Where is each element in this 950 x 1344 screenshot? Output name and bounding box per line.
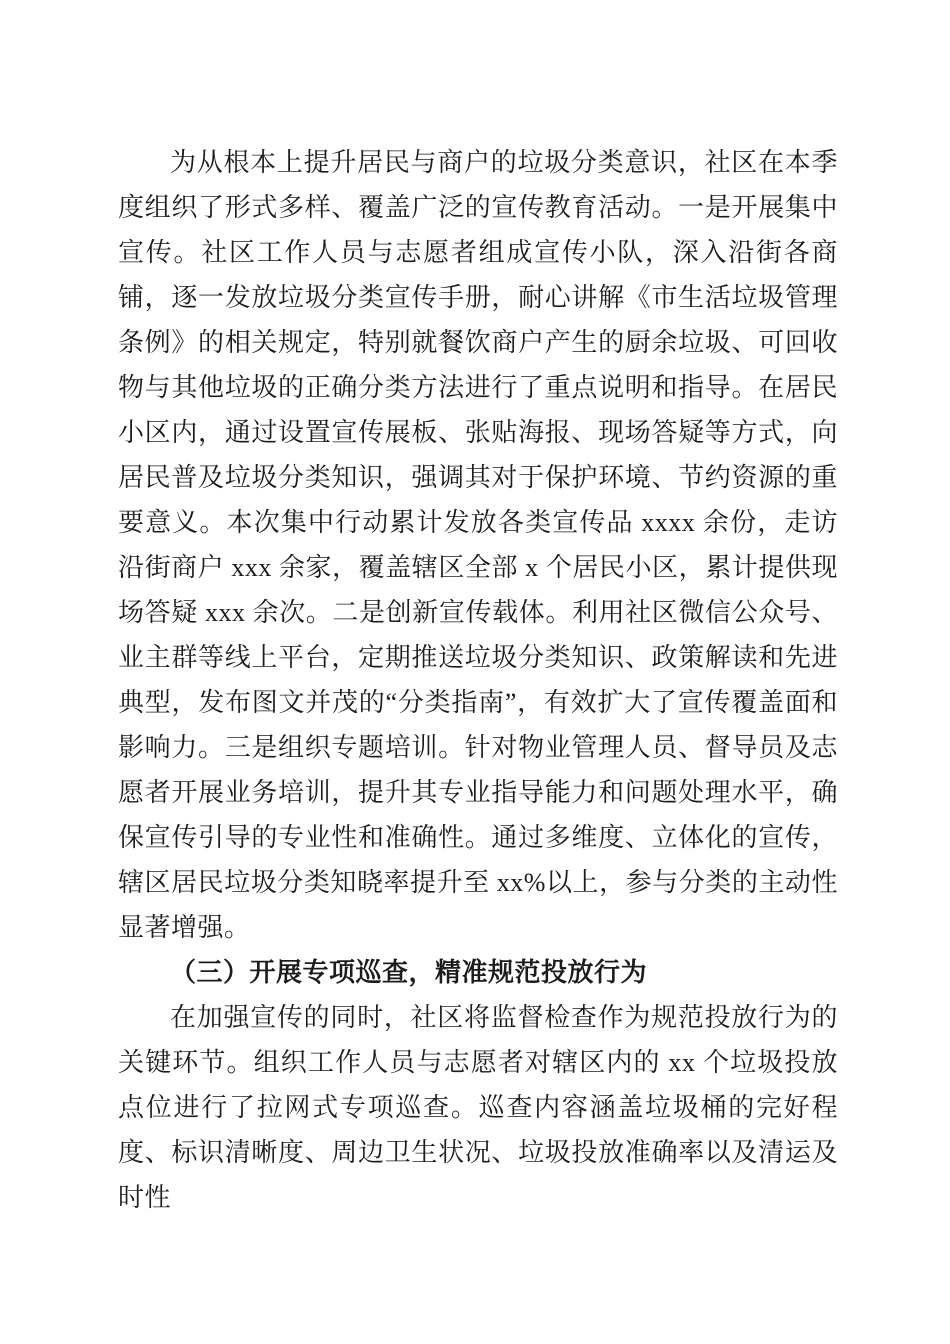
body-paragraph-inspection-work: 在加强宣传的同时，社区将监督检查作为规范投放行为的关键环节。组织工作人员与志愿者对辖区内的 xx 个垃圾投放点位进行了拉网式专项巡查。巡查内容涵盖垃圾桶的完好程度、标识清晰度、周边卫生状况、垃圾投放准确率以及清运及时性 xyxy=(118,1003,838,1212)
body-paragraph-publicity-campaign: 为从根本上提升居民与商户的垃圾分类意识，社区在本季度组织了形式多样、覆盖广泛的宣传教育活动。一是开展集中宣传。社区工作人员与志愿者组成宣传小队，深入沿街各商铺，逐一发放垃圾分类宣传手册，耐心讲解《市生活垃圾管理条例》的相关规定，特别就餐饮商户产生的厨余垃圾、可回收物与其他垃圾的正确分类方法进行了重点说明和指导。在居民小区内，通过设置宣传展板、张贴海报、现场答疑等方式，向居民普及垃圾分类知识，强调其对于保护环境、节约资源的重要意义。本次集中行动累计发放各类宣传品 xxxx 余份，走访沿街商户 xxx 余家，覆盖辖区全部 x 个居民小区，累计提供现场答疑 xxx 余次。二是创新宣传载体。利用社区微信公众号、业主群等线上平台，定期推送垃圾分类知识、政策解读和先进典型，发布图文并茂的“分类指南”，有效扩大了宣传覆盖面和影响力。三是组织专题培训。针对物业管理人员、督导员及志愿者开展业务培训，提升其专业指导能力和问题处理水平，确保宣传引导的专业性和准确性。通过多维度、立体化的宣传，辖区居民垃圾分类知晓率提升至 xx%以上，参与分类的主动性显著增强。 xyxy=(118,148,838,942)
section-heading-special-inspection: （三）开展专项巡查，精准规范投放行为 xyxy=(170,958,648,987)
